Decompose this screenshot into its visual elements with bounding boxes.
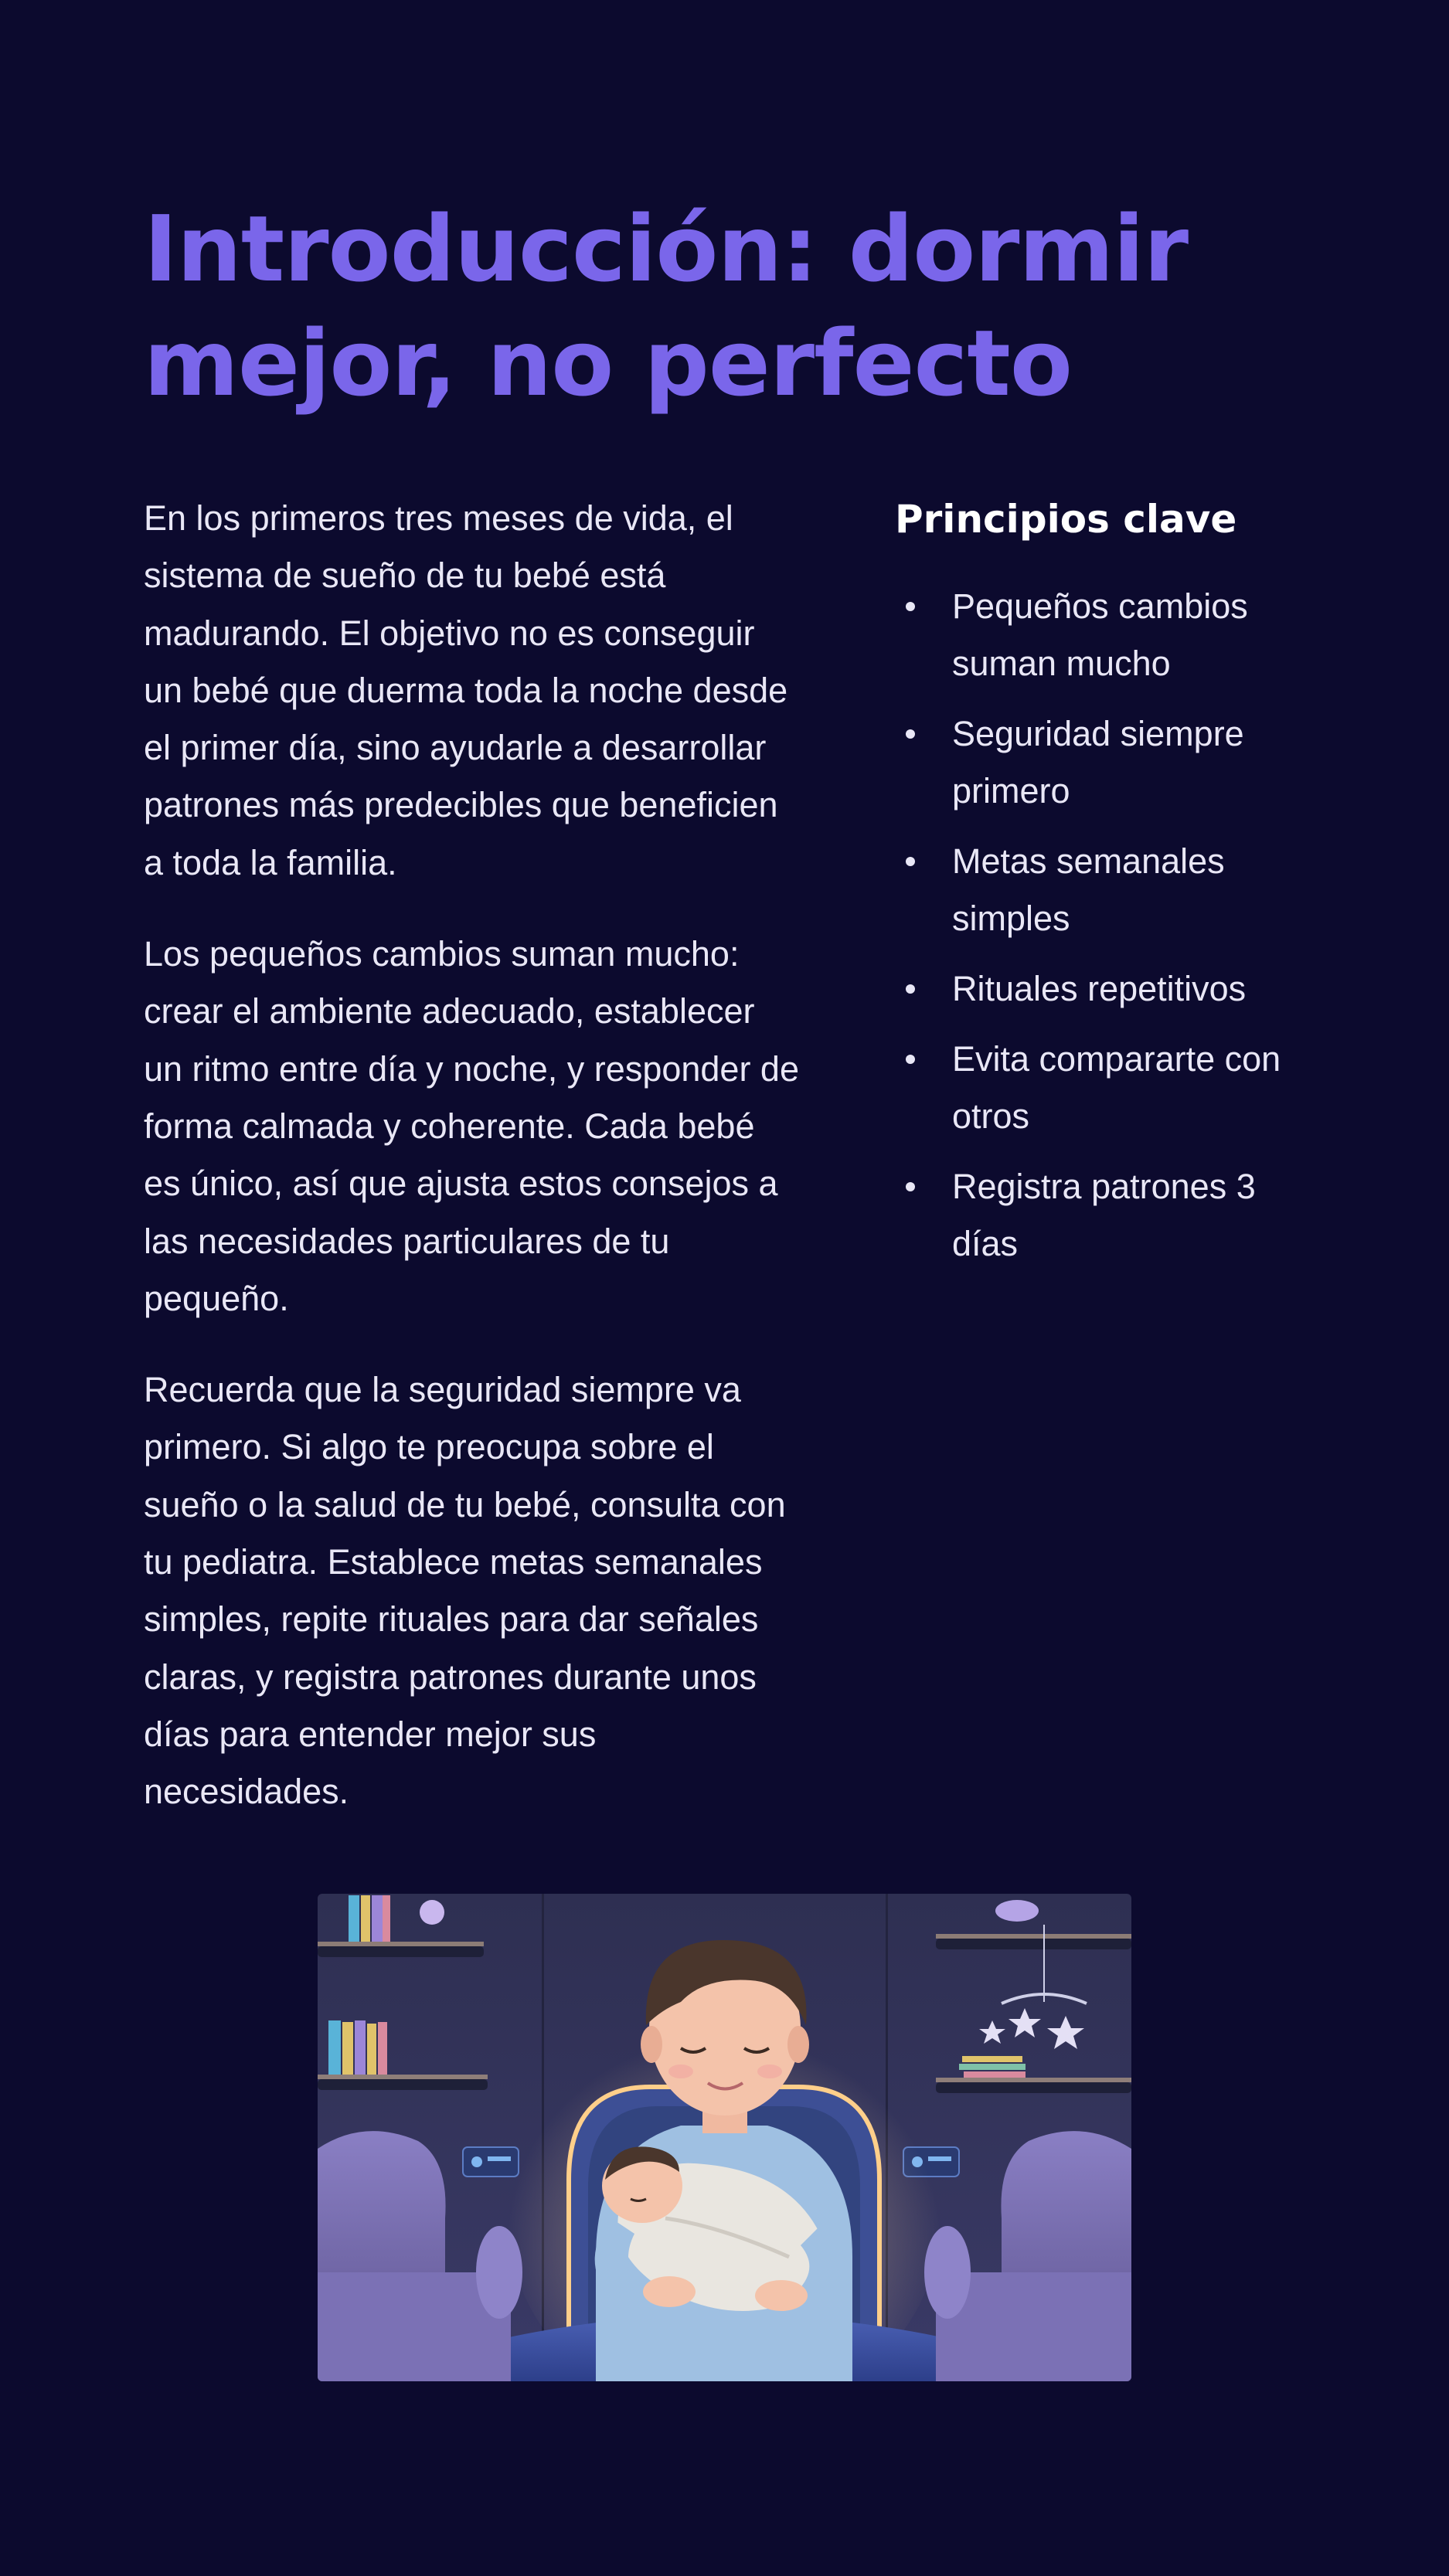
list-item-text: Metas semanales simples (952, 841, 1225, 938)
list-item (895, 833, 1328, 947)
key-principles-heading: Principios clave (895, 497, 1237, 542)
list-item-text: Rituales repetitivos (952, 969, 1247, 1008)
list-item-text: Evita compararte con otros (952, 1039, 1281, 1136)
intro-paragraph: Los pequeños cambios suman mucho: crear el ambiente adecuado, establecer un ritmo entre día y noche, y responder de forma calmada y coherente. Cada bebé es único, así que ajusta estos consejos a las necesidades particulares de tu pequeño. (144, 934, 799, 1318)
list-item (895, 960, 1328, 1018)
parent-holding-baby-icon (318, 1894, 1131, 2381)
list-item-text: Registra patrones 3 días (952, 1167, 1256, 1263)
list-item (895, 578, 1328, 692)
key-principles-panel (895, 490, 1328, 1286)
bullet-icon (906, 729, 915, 739)
intro-paragraph: En los primeros tres meses de vida, el sistema de sueño de tu bebé está madurando. El objetivo no es conseguir un bebé que duerma toda la noche desde el primer día, sino ayudarle a desarrollar patrones más predecibles que beneficien a toda la familia. (144, 498, 788, 882)
page-title: Introducción: dormir mejor, no perfecto (144, 195, 1189, 416)
intro-text-column (144, 490, 801, 1855)
list-item-text: Pequeños cambios suman mucho (952, 586, 1248, 683)
intro-paragraph: Recuerda que la seguridad siempre va primero. Si algo te preocupa sobre el sueño o la salud de tu bebé, consulta con tu pediatra. Establece metas semanales simples, repite rituales para dar señales claras, y registra patrones durante unos días para entender mejor sus necesidades. (144, 1370, 786, 1812)
bullet-icon (906, 857, 915, 866)
bullet-icon (906, 1055, 915, 1064)
list-item (895, 1158, 1328, 1273)
list-item-text: Seguridad siempre primero (952, 714, 1244, 811)
nursery-illustration (318, 1894, 1131, 2381)
bullet-icon (906, 602, 915, 611)
bullet-icon (906, 984, 915, 994)
list-item (895, 705, 1328, 820)
list-item (895, 1031, 1328, 1145)
bullet-icon (906, 1182, 915, 1191)
key-principles-list (895, 578, 1328, 1273)
